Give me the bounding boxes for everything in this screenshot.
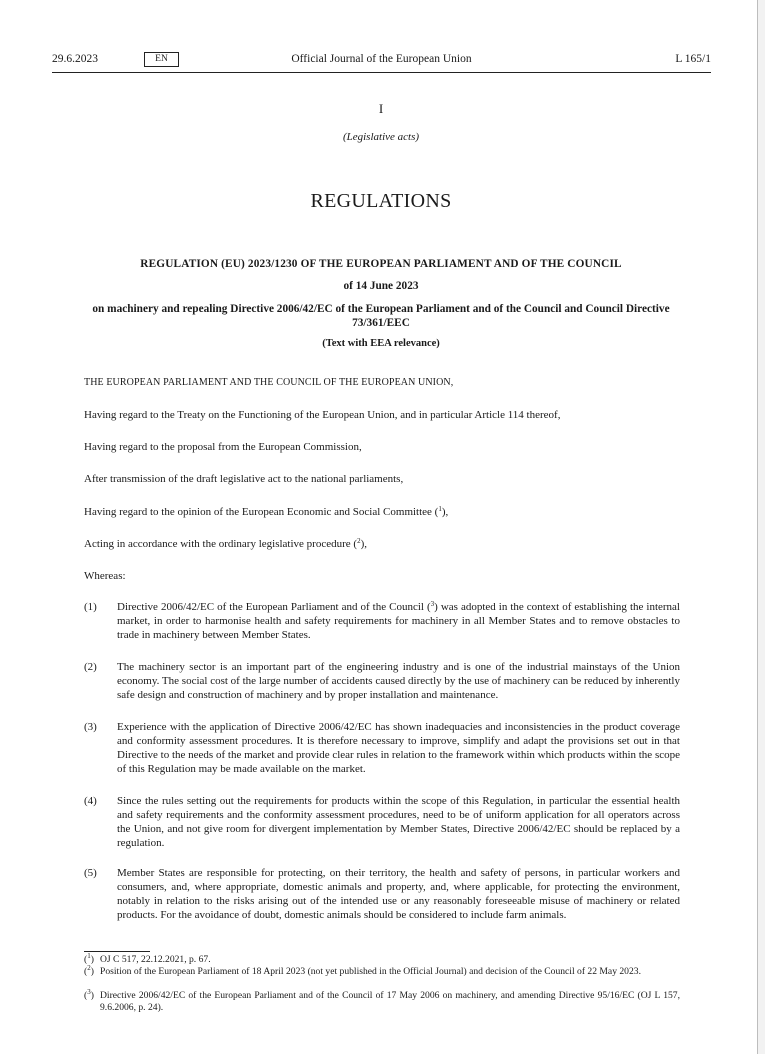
footnote-divider [84, 951, 150, 952]
recital [84, 601, 680, 643]
footnote [84, 966, 680, 978]
recital [84, 795, 680, 851]
recital-text: Since the rules setting out the requirements for products within the scope of this Regulation, in particular the essential health and safety requirements and the conformity assessment procedures, need to be of uniform application for all operators across the Union, and not give room for divergent implementation by Member States, Directive 2006/42/EC should be replaced by a regulation. [117, 795, 680, 849]
regulation-subject: on machinery and repealing Directive 2006/42/EC of the European Parliament and of the Council and Council Directive 73/361/EEC [92, 303, 670, 329]
citation: Acting in accordance with the ordinary legislative procedure ($^2$), [84, 537, 367, 550]
regulation-date: of 14 June 2023 [343, 280, 419, 292]
page-reference: L 165/1 [675, 53, 711, 65]
recital-text: Experience with the application of Directive 2006/42/EC has shown inadequacies and inconsistencies in the product coverage and conformity assessment procedures. It is therefore necessary to improve, simplify and adapt the provisions set out in that Directive to the needs of the market and provide clear rules in relation to the framework within which products within the scope of this Regulation may be made available on the market. [117, 721, 680, 775]
header-divider [52, 72, 711, 73]
recital [84, 661, 680, 703]
whereas-label: Whereas: [84, 570, 126, 582]
recital-text: Directive 2006/42/EC of the European Parliament and of the Council ($^3$) was adopted in the context of establishing the internal market, in order to harmonise health and safety requirements for machinery in all Member States and to remove obstacles to trade in machinery between Member States. [117, 600, 680, 641]
eea-relevance: (Text with EEA relevance) [322, 338, 440, 349]
regulation-title: REGULATION (EU) 2023/1230 OF THE EUROPEAN PARLIAMENT AND OF THE COUNCIL [140, 258, 622, 270]
recital [84, 721, 680, 777]
part-label: (Legislative acts) [342, 131, 420, 143]
citation: After transmission of the draft legislative act to the national parliaments, [84, 473, 404, 485]
footnote-text: OJ C 517, 22.12.2021, p. 67. [100, 954, 211, 965]
footnote-ref[interactable]: 1 [438, 505, 442, 513]
recital-number: (2) [84, 661, 97, 673]
footnote-mark: ($^1$) [84, 952, 94, 965]
footnote-text: Position of the European Parliament of 18 April 2023 (not yet published in the Official Journal) and decision of the Council of 22 May 2023. [100, 966, 641, 977]
recital-number: (5) [84, 867, 97, 879]
recital-text: The machinery sector is an important part of the engineering industry and is one of the industrial mainstays of the Union economy. The social cost of the large number of accidents caused directly by the use of machinery can be reduced by inherently safe design and construction of machinery and by proper installation and maintenance. [117, 661, 680, 701]
recital-text: Member States are responsible for protecting, on their territory, the health and safety of persons, in particular workers and consumers, and, where appropriate, domestic animals and property, and, where applicable, for protecting the environment, notably in relation to the risks arising out of the intended use or any reasonably foreseeable misuse of machinery or related products. For the avoidance of doubt, domestic animals should be considered to include farm animals. [117, 867, 680, 921]
publication-date: 29.6.2023 [52, 53, 98, 65]
recital-number: (1) [84, 601, 97, 613]
recital-number: (4) [84, 795, 97, 807]
footnote-ref[interactable]: 3 [430, 600, 435, 608]
part-number: I [378, 101, 384, 116]
footnote-mark: ($^3$) [84, 988, 94, 1001]
recital-number: (3) [84, 721, 97, 733]
footnote-text: Directive 2006/42/EC of the European Parliament and of the Council of 17 May 2006 on machinery, and amending Directive 95/16/EC (OJ L 157, 9.6.2006, p. 24). [100, 990, 680, 1013]
language-badge: EN [144, 52, 179, 67]
journal-title: Official Journal of the European Union [291, 53, 472, 65]
footnote [84, 954, 680, 966]
footnote-mark: ($^2$) [84, 964, 94, 977]
citation: Having regard to the Treaty on the Functioning of the European Union, and in particular Article 114 thereof, [84, 409, 561, 421]
footnote-ref[interactable]: 2 [357, 537, 361, 545]
section-title: REGULATIONS [310, 190, 452, 212]
preamble-authors: THE EUROPEAN PARLIAMENT AND THE COUNCIL OF THE EUROPEAN UNION, [84, 377, 454, 388]
citation: Having regard to the proposal from the European Commission, [84, 441, 362, 453]
vertical-scrollbar[interactable] [757, 0, 765, 1054]
recital [84, 867, 680, 923]
footnote [84, 990, 680, 1014]
citation: Having regard to the opinion of the European Economic and Social Committee ($^1$), [84, 505, 449, 518]
